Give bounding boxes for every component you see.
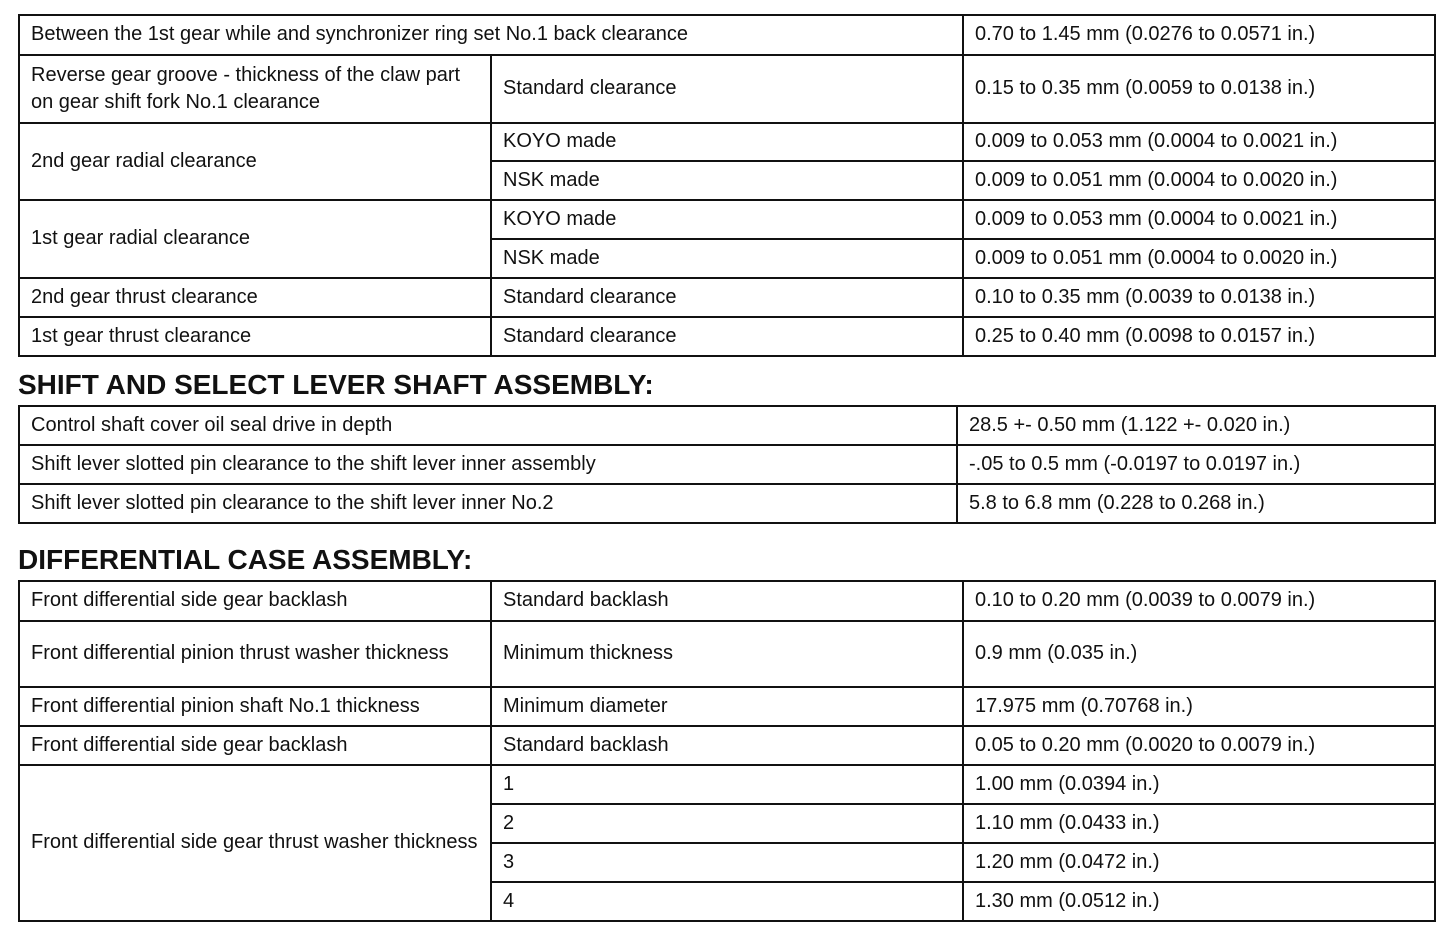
spec-condition: 2 bbox=[491, 804, 963, 843]
spec-item: Control shaft cover oil seal drive in depth bbox=[19, 406, 957, 445]
table-row bbox=[19, 621, 1435, 687]
spec-condition: KOYO made bbox=[491, 200, 963, 239]
gear-clearance-table bbox=[18, 14, 1436, 357]
spec-value: -.05 to 0.5 mm (-0.0197 to 0.0197 in.) bbox=[957, 445, 1435, 484]
spec-value: 0.9 mm (0.035 in.) bbox=[963, 621, 1435, 687]
spec-condition: KOYO made bbox=[491, 123, 963, 161]
spec-value: 0.009 to 0.053 mm (0.0004 to 0.0021 in.) bbox=[963, 123, 1435, 161]
spec-value: 1.00 mm (0.0394 in.) bbox=[963, 765, 1435, 804]
spec-value: 1.20 mm (0.0472 in.) bbox=[963, 843, 1435, 882]
spec-item: 1st gear thrust clearance bbox=[19, 317, 491, 356]
spec-item: Reverse gear groove - thickness of the claw part on gear shift fork No.1 clearance bbox=[19, 55, 491, 123]
spec-condition: Standard clearance bbox=[491, 317, 963, 356]
spec-item: Front differential side gear backlash bbox=[19, 726, 491, 765]
table-row bbox=[19, 278, 1435, 317]
spec-value: 28.5 +- 0.50 mm (1.122 +- 0.020 in.) bbox=[957, 406, 1435, 445]
shift-lever-table bbox=[18, 405, 1436, 524]
table-row bbox=[19, 55, 1435, 123]
spec-item: Between the 1st gear while and synchronizer ring set No.1 back clearance bbox=[19, 15, 963, 55]
spec-value: 0.10 to 0.35 mm (0.0039 to 0.0138 in.) bbox=[963, 278, 1435, 317]
table-row bbox=[19, 406, 1435, 445]
spec-condition: 4 bbox=[491, 882, 963, 921]
spec-value: 0.009 to 0.053 mm (0.0004 to 0.0021 in.) bbox=[963, 200, 1435, 239]
spec-value: 0.70 to 1.45 mm (0.0276 to 0.0571 in.) bbox=[963, 15, 1435, 55]
spec-item: 1st gear radial clearance bbox=[19, 200, 491, 278]
spec-value: 0.009 to 0.051 mm (0.0004 to 0.0020 in.) bbox=[963, 239, 1435, 278]
table-row bbox=[19, 687, 1435, 726]
table-row bbox=[19, 123, 1435, 161]
table-row bbox=[19, 200, 1435, 239]
spec-value: 0.15 to 0.35 mm (0.0059 to 0.0138 in.) bbox=[963, 55, 1435, 123]
spec-condition: Minimum thickness bbox=[491, 621, 963, 687]
spec-item: Front differential pinion shaft No.1 thickness bbox=[19, 687, 491, 726]
spec-item: Shift lever slotted pin clearance to the shift lever inner No.2 bbox=[19, 484, 957, 523]
spec-value: 0.10 to 0.20 mm (0.0039 to 0.0079 in.) bbox=[963, 581, 1435, 621]
spec-condition: Minimum diameter bbox=[491, 687, 963, 726]
spec-item: Front differential side gear thrust washer thickness bbox=[19, 765, 491, 921]
table-row bbox=[19, 15, 1435, 55]
section-heading-differential: DIFFERENTIAL CASE ASSEMBLY: bbox=[18, 544, 473, 575]
spec-value: 5.8 to 6.8 mm (0.228 to 0.268 in.) bbox=[957, 484, 1435, 523]
section-heading-shift-lever: SHIFT AND SELECT LEVER SHAFT ASSEMBLY: bbox=[18, 369, 654, 400]
spec-condition: 3 bbox=[491, 843, 963, 882]
table-row bbox=[19, 765, 1435, 804]
spec-condition: Standard backlash bbox=[491, 726, 963, 765]
spec-item: Shift lever slotted pin clearance to the shift lever inner assembly bbox=[19, 445, 957, 484]
table-row bbox=[19, 581, 1435, 621]
spec-value: 0.25 to 0.40 mm (0.0098 to 0.0157 in.) bbox=[963, 317, 1435, 356]
spec-item: 2nd gear radial clearance bbox=[19, 123, 491, 200]
spec-condition: 1 bbox=[491, 765, 963, 804]
spec-item: 2nd gear thrust clearance bbox=[19, 278, 491, 317]
spec-item: Front differential pinion thrust washer thickness bbox=[19, 621, 491, 687]
spec-condition: Standard backlash bbox=[491, 581, 963, 621]
spec-condition: Standard clearance bbox=[491, 55, 963, 123]
spec-condition: NSK made bbox=[491, 239, 963, 278]
table-row bbox=[19, 445, 1435, 484]
table-row bbox=[19, 484, 1435, 523]
spec-value: 1.10 mm (0.0433 in.) bbox=[963, 804, 1435, 843]
spec-condition: NSK made bbox=[491, 161, 963, 200]
spec-value: 1.30 mm (0.0512 in.) bbox=[963, 882, 1435, 921]
table-row bbox=[19, 726, 1435, 765]
spec-value: 0.05 to 0.20 mm (0.0020 to 0.0079 in.) bbox=[963, 726, 1435, 765]
spec-condition: Standard clearance bbox=[491, 278, 963, 317]
spec-value: 17.975 mm (0.70768 in.) bbox=[963, 687, 1435, 726]
spec-item: Front differential side gear backlash bbox=[19, 581, 491, 621]
table-row bbox=[19, 317, 1435, 356]
spec-value: 0.009 to 0.051 mm (0.0004 to 0.0020 in.) bbox=[963, 161, 1435, 200]
differential-table bbox=[18, 580, 1436, 922]
